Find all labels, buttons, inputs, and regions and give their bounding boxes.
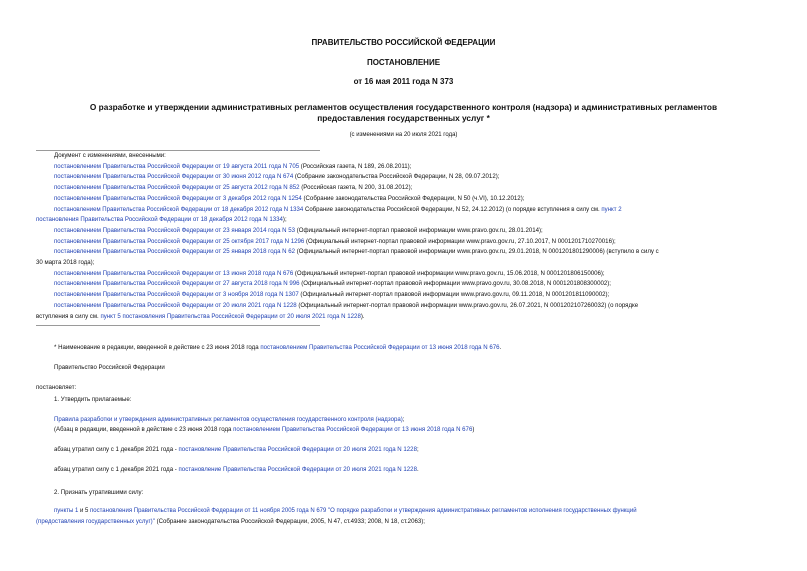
change-link[interactable]: постановлением Правительства Российской Федерации от 25 января 2018 года N 62 [54,248,296,256]
point-2: 2. Признать утратившими силу: [54,489,144,496]
repealed-link-points[interactable]: пункты 1 [54,508,79,514]
decides-line: постановляет: [36,384,77,391]
edition-link[interactable]: постановлением Правительства Российской Федерации от 13 июня 2018 года N 676 [233,426,473,433]
change-item-continued: постановления Правительства Российской Федерации от 18 декабря 2012 года N 1334); [36,216,287,224]
title-line-1: О разработке и утверждении административных регламентов осуществления государственного контроля (надзора) и административных регламентов [89,102,718,112]
amended-note: (с изменениями на 20 июля 2021 года) [349,132,458,138]
footnote: * Наименование в редакции, введенной в действие с 23 июня 2018 года постановлением Правительства Российской Федерации от 13 июня 2018 года N 676. [54,344,502,351]
change-link[interactable]: постановлением Правительства Российской Федерации от 18 декабря 2012 года N 1334 [54,206,304,213]
divider-bottom [36,325,320,326]
change-item: постановлением Правительства Российской Федерации от 30 июня 2012 года N 674 (Собрание законодательства Российской Федерации, N 28, 09.07.2012); [54,173,500,181]
changes-list [36,151,771,322]
change-item: постановлением Правительства Российской Федерации от 25 октября 2017 года N 1296 (Официальный интернет-портал правовой информации www.pravo.gov.ru, 27.10.2017, N 0001201710270016); [54,237,616,245]
change-item-continued: вступления в силу см. пункт 5 постановления Правительства Российской Федерации от 20 июля 2021 года N 1228). [36,312,365,320]
change-link[interactable]: постановлением Правительства Российской Федерации от 13 июня 2018 года N 676 [54,269,294,277]
footnote-link[interactable]: постановлением Правительства Российской Федерации от 13 июня 2018 года N 676 [260,344,500,351]
repealed-item-continued: (предоставления государственных услуг)" (Собрание законодательства Российской Федерации, 2005, N 47, ст.4933; 2008, N 18, ст.2063); [36,518,425,525]
change-link[interactable]: постановлением Правительства Российской Федерации от 27 августа 2018 года N 996 [54,280,300,288]
change-link[interactable]: постановлением Правительства Российской Федерации от 23 января 2014 года N 53 [54,226,296,234]
lost-force-link[interactable]: постановление Правительства Российской Федерации от 20 июля 2021 года N 1228 [178,466,417,473]
change-item: постановлением Правительства Российской Федерации от 3 декабря 2012 года N 1254 (Собрание законодательства Российской Федерации, N 50 (ч.VI), 10.12.2012); [54,194,525,202]
change-link[interactable]: пункт 5 постановления Правительства Российской Федерации от 20 июля 2021 года N 1228 [100,312,361,320]
change-link[interactable]: постановления Правительства Российской Федерации от 18 декабря 2012 года N 1334 [36,216,283,224]
change-link[interactable]: постановлением Правительства Российской Федерации от 3 ноября 2018 года N 1307 [54,291,299,299]
document-title [20,102,787,124]
point-1: 1. Утвердить прилагаемые: [54,396,132,403]
change-item: постановлением Правительства Российской Федерации от 25 января 2018 года N 62 (Официальный интернет-портал правовой информации www.pravo.gov.ru, 29.01.2018, N 0001201801290006) (вступило в силу с [54,248,659,256]
lost-force-link[interactable]: постановление Правительства Российской Федерации от 20 июля 2021 года N 1228 [178,446,417,453]
change-item: постановлением Правительства Российской Федерации от 19 августа 2011 года N 705 (Российская газета, N 189, 26.08.2011); [54,162,412,170]
change-item: постановлением Правительства Российской Федерации от 25 августа 2012 года N 852 (Российская газета, N 200, 31.08.2012); [54,184,413,192]
paragraph-edition-note: (Абзац в редакции, введенной в действие с 23 июня 2018 года постановлением Правительства Российской Федерации от 13 июня 2018 года N 676) [54,426,475,433]
change-link[interactable]: постановлением Правительства Российской Федерации от 19 августа 2011 года N 705 [54,162,300,170]
change-item: постановлением Правительства Российской Федерации от 27 августа 2018 года N 996 (Официальный интернет-портал правовой информации www.pravo.gov.ru, 30.08.2018, N 0001201808300002); [54,280,611,288]
date-number-heading: от 16 мая 2011 года N 373 [353,77,454,86]
change-item: постановлением Правительства Российской Федерации от 18 декабря 2012 года N 1334 Собрание законодательства Российской Федерации, N 52, 24.12.2012) (о порядке вступления в силу см. пункт 2 [54,206,622,213]
change-item-continued: 30 марта 2018 года); [36,259,95,267]
document-type-heading: ПОСТАНОВЛЕНИЕ [366,58,441,67]
change-link[interactable]: постановлением Правительства Российской Федерации от 25 октября 2017 года N 1296 [54,237,305,245]
changes-intro: Документ с изменениями, внесенными: [54,152,166,159]
change-item: постановлением Правительства Российской Федерации от 23 января 2014 года N 53 (Официальный интернет-портал правовой информации www.pravo.gov.ru, 28.01.2014); [54,226,543,234]
title-line-2: предоставления государственных услуг * [317,113,490,123]
change-link[interactable]: пункт 2 [601,206,622,213]
lost-force-paragraph: абзац утратил силу с 1 декабря 2021 года - постановление Правительства Российской Федерации от 20 июля 2021 года N 1228; [54,446,419,453]
rules-link[interactable]: Правила разработки и утверждения административных регламентов осуществления государственного контроля (надзора) [54,416,403,423]
government-line: Правительство Российской Федерации [54,364,165,371]
change-link[interactable]: постановлением Правительства Российской Федерации от 25 августа 2012 года N 852 [54,184,300,192]
change-link[interactable]: постановлением Правительства Российской Федерации от 30 июня 2012 года N 674 [54,173,294,181]
change-item: постановлением Правительства Российской Федерации от 3 ноября 2018 года N 1307 (Официальный интернет-портал правовой информации www.pravo.gov.ru, 09.11.2018, N 0001201811090002); [54,291,610,299]
change-link[interactable]: постановлением Правительства Российской Федерации от 3 декабря 2012 года N 1254 [54,194,302,202]
repealed-item: пункты 1 и 5 постановления Правительства Российской Федерации от 11 ноября 2005 года N 679 "О порядке разработки и утверждения административных регламентов исполнения государственных функций [54,508,637,514]
change-link[interactable]: постановлением Правительства Российской Федерации от 20 июля 2021 года N 1228 [54,301,297,309]
government-heading: ПРАВИТЕЛЬСТВО РОССИЙСКОЙ ФЕДЕРАЦИИ [311,38,496,47]
rules-item: Правила разработки и утверждения административных регламентов осуществления государственного контроля (надзора); [54,416,405,423]
change-item: постановлением Правительства Российской Федерации от 20 июля 2021 года N 1228 (Официальный интернет-портал правовой информации www.pravo.gov.ru, 26.07.2021, N 0001202107260032) (о порядке [54,301,639,309]
lost-force-paragraph: абзац утратил силу с 1 декабря 2021 года - постановление Правительства Российской Федерации от 20 июля 2021 года N 1228. [54,466,419,473]
repealed-link-resolution-cont[interactable]: (предоставления государственных услуг)" [36,518,155,525]
change-item: постановлением Правительства Российской Федерации от 13 июня 2018 года N 676 (Официальный интернет-портал правовой информации www.pravo.gov.ru, 15.06.2018, N 0001201806150006); [54,269,605,277]
repealed-link-resolution[interactable]: постановления Правительства Российской Федерации от 11 ноября 2005 года N 679 "О порядке разработки и утверждения административных регламентов исполнения государственных функций [90,508,637,514]
